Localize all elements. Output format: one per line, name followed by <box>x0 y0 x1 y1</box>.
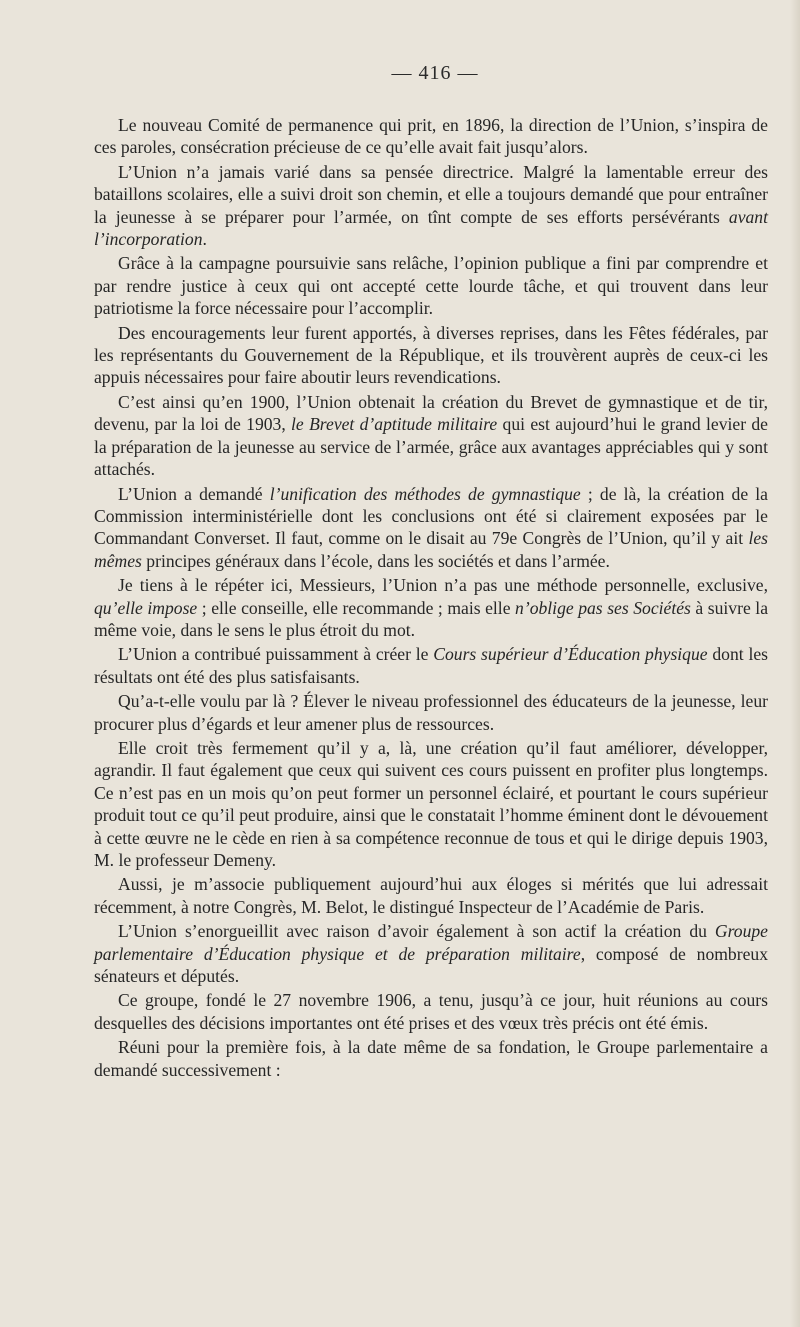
text-run: Le nouveau Comité de permanence qui prit, en 1896, la direction de l’Union, s’inspira de ces paroles, consécration précieuse de ce qu’elle avait fait jusqu’alors. <box>94 115 768 158</box>
paragraph <box>94 989 768 1034</box>
text-run: Réuni pour la première fois, à la date même de sa fondation, le Groupe parlementaire a demandé successivement : <box>94 1037 768 1080</box>
text-run: . <box>202 229 207 250</box>
paragraph <box>94 252 768 319</box>
text-run: Grâce à la campagne poursuivie sans relâche, l’opinion publique a fini par comprendre et par rendre justice à ceux qui ont accepté cette lourde tâche, et qui trouvent dans leur patriotisme la force nécessaire pour l’accomplir. <box>94 253 768 319</box>
text-run: Aussi, je m’associe publiquement aujourd’hui aux éloges si mérités que lui adressait récemment, à notre Congrès, M. Belot, le distingué Inspecteur de l’Académie de Paris. <box>94 874 768 917</box>
body-text <box>94 114 768 1083</box>
text-run: principes généraux dans l’école, dans les sociétés et dans l’armée. <box>141 550 610 571</box>
text-run: ; de là, la création de la Commission interministérielle dont les conclusions ont été si clairement exposées par le Commandant Converset. Il faut, comme on le disait au 79e Congrès de l’Union, qu’il y ait <box>94 483 768 549</box>
italic-text: le Brevet d’aptitude militaire <box>291 414 498 435</box>
text-run: Elle croit très fermement qu’il y a, là, une création qu’il faut améliorer, développer, agrandir. Il faut également que ceux qui suivent ces cours puissent en profiter plus longtemps. Ce n’est pas en un mois qu’on peut former un personnel éclairé, et pourtant le cours supérieur produit tout ce qu’il peut produire, ainsi que le constatait l’homme éminent dont le dévouement à cette œuvre ne le cède en rien à sa compétence reconnue de tous et qui le dirige depuis 1903, M. le professeur Demeny. <box>94 737 768 870</box>
text-run: à suivre la même voie, dans le sens le plus étroit du mot. <box>94 597 769 640</box>
text-run: Je tiens à le répéter ici, Messieurs, l’Union n’a pas une méthode personnelle, exclusive, <box>118 575 768 596</box>
page-edge-shadow <box>790 0 800 1327</box>
paragraph <box>94 643 768 688</box>
text-run: L’Union n’a jamais varié dans sa pensée directrice. Malgré la lamentable erreur des bataillons scolaires, elle a suivi droit son chemin, et elle a toujours demandé que pour entraîner la jeunesse à se préparer pour l’armée, on tînt compte de ses efforts persévérants <box>94 161 768 227</box>
text-run: L’Union a demandé <box>118 483 270 504</box>
text-run: L’Union s’enorgueillit avec raison d’avoir également à son actif la création du <box>118 921 715 942</box>
paragraph <box>94 161 768 251</box>
paragraph <box>94 690 768 735</box>
text-run: , composé de nombreux sénateurs et députés. <box>94 943 768 987</box>
text-run: L’Union a contribué puissamment à créer le <box>118 644 434 665</box>
italic-text: l’unification des méthodes de gymnastique <box>269 483 581 504</box>
italic-text: avant l’incorporation <box>94 206 768 250</box>
italic-text: les mêmes <box>94 528 768 571</box>
text-run: dont les résultats ont été des plus satisfaisants. <box>94 644 768 687</box>
paragraph <box>94 1036 768 1081</box>
paragraph <box>94 920 768 987</box>
paragraph <box>94 574 768 641</box>
text-run: Ce groupe, fondé le 27 novembre 1906, a tenu, jusqu’à ce jour, huit réunions au cours desquelles des décisions importantes ont été prises et des vœux très précis ont été émis. <box>94 990 768 1033</box>
italic-text: Cours supérieur d’Éducation physique <box>433 644 708 665</box>
paragraph <box>94 737 768 871</box>
italic-text: qu’elle impose <box>94 597 198 618</box>
italic-text: n’oblige pas ses Sociétés <box>515 597 691 618</box>
italic-text: Groupe parlementaire d’Éducation physique et de préparation militaire <box>94 921 768 964</box>
page-number: — 416 — <box>391 62 479 84</box>
text-run: ; elle conseille, elle recommande ; mais elle <box>197 597 516 618</box>
text-run: Qu’a-t-elle voulu par là ? Élever le niveau professionnel des éducateurs de la jeunesse, leur procurer plus d’égards et leur amener plus de ressources. <box>94 691 768 734</box>
text-run: C’est ainsi qu’en 1900, l’Union obtenait la création du Brevet de gymnastique et de tir, devenu, par la loi de 1903, <box>94 391 768 435</box>
paragraph <box>94 114 768 159</box>
text-run: qui est aujourd’hui le grand levier de la préparation de la jeunesse au service de l’armée, grâce aux avantages appréciables qui y sont attachés. <box>94 414 768 480</box>
paragraph <box>94 322 768 389</box>
text-run: Des encouragements leur furent apportés, à diverses reprises, dans les Fêtes fédérales, par les représentants du Gouvernement de la République, et ils trouvèrent auprès de ceux-ci les appuis nécessaires pour faire aboutir leurs revendications. <box>94 322 768 388</box>
paragraph <box>94 483 768 573</box>
paragraph <box>94 873 768 918</box>
paragraph <box>94 391 768 481</box>
